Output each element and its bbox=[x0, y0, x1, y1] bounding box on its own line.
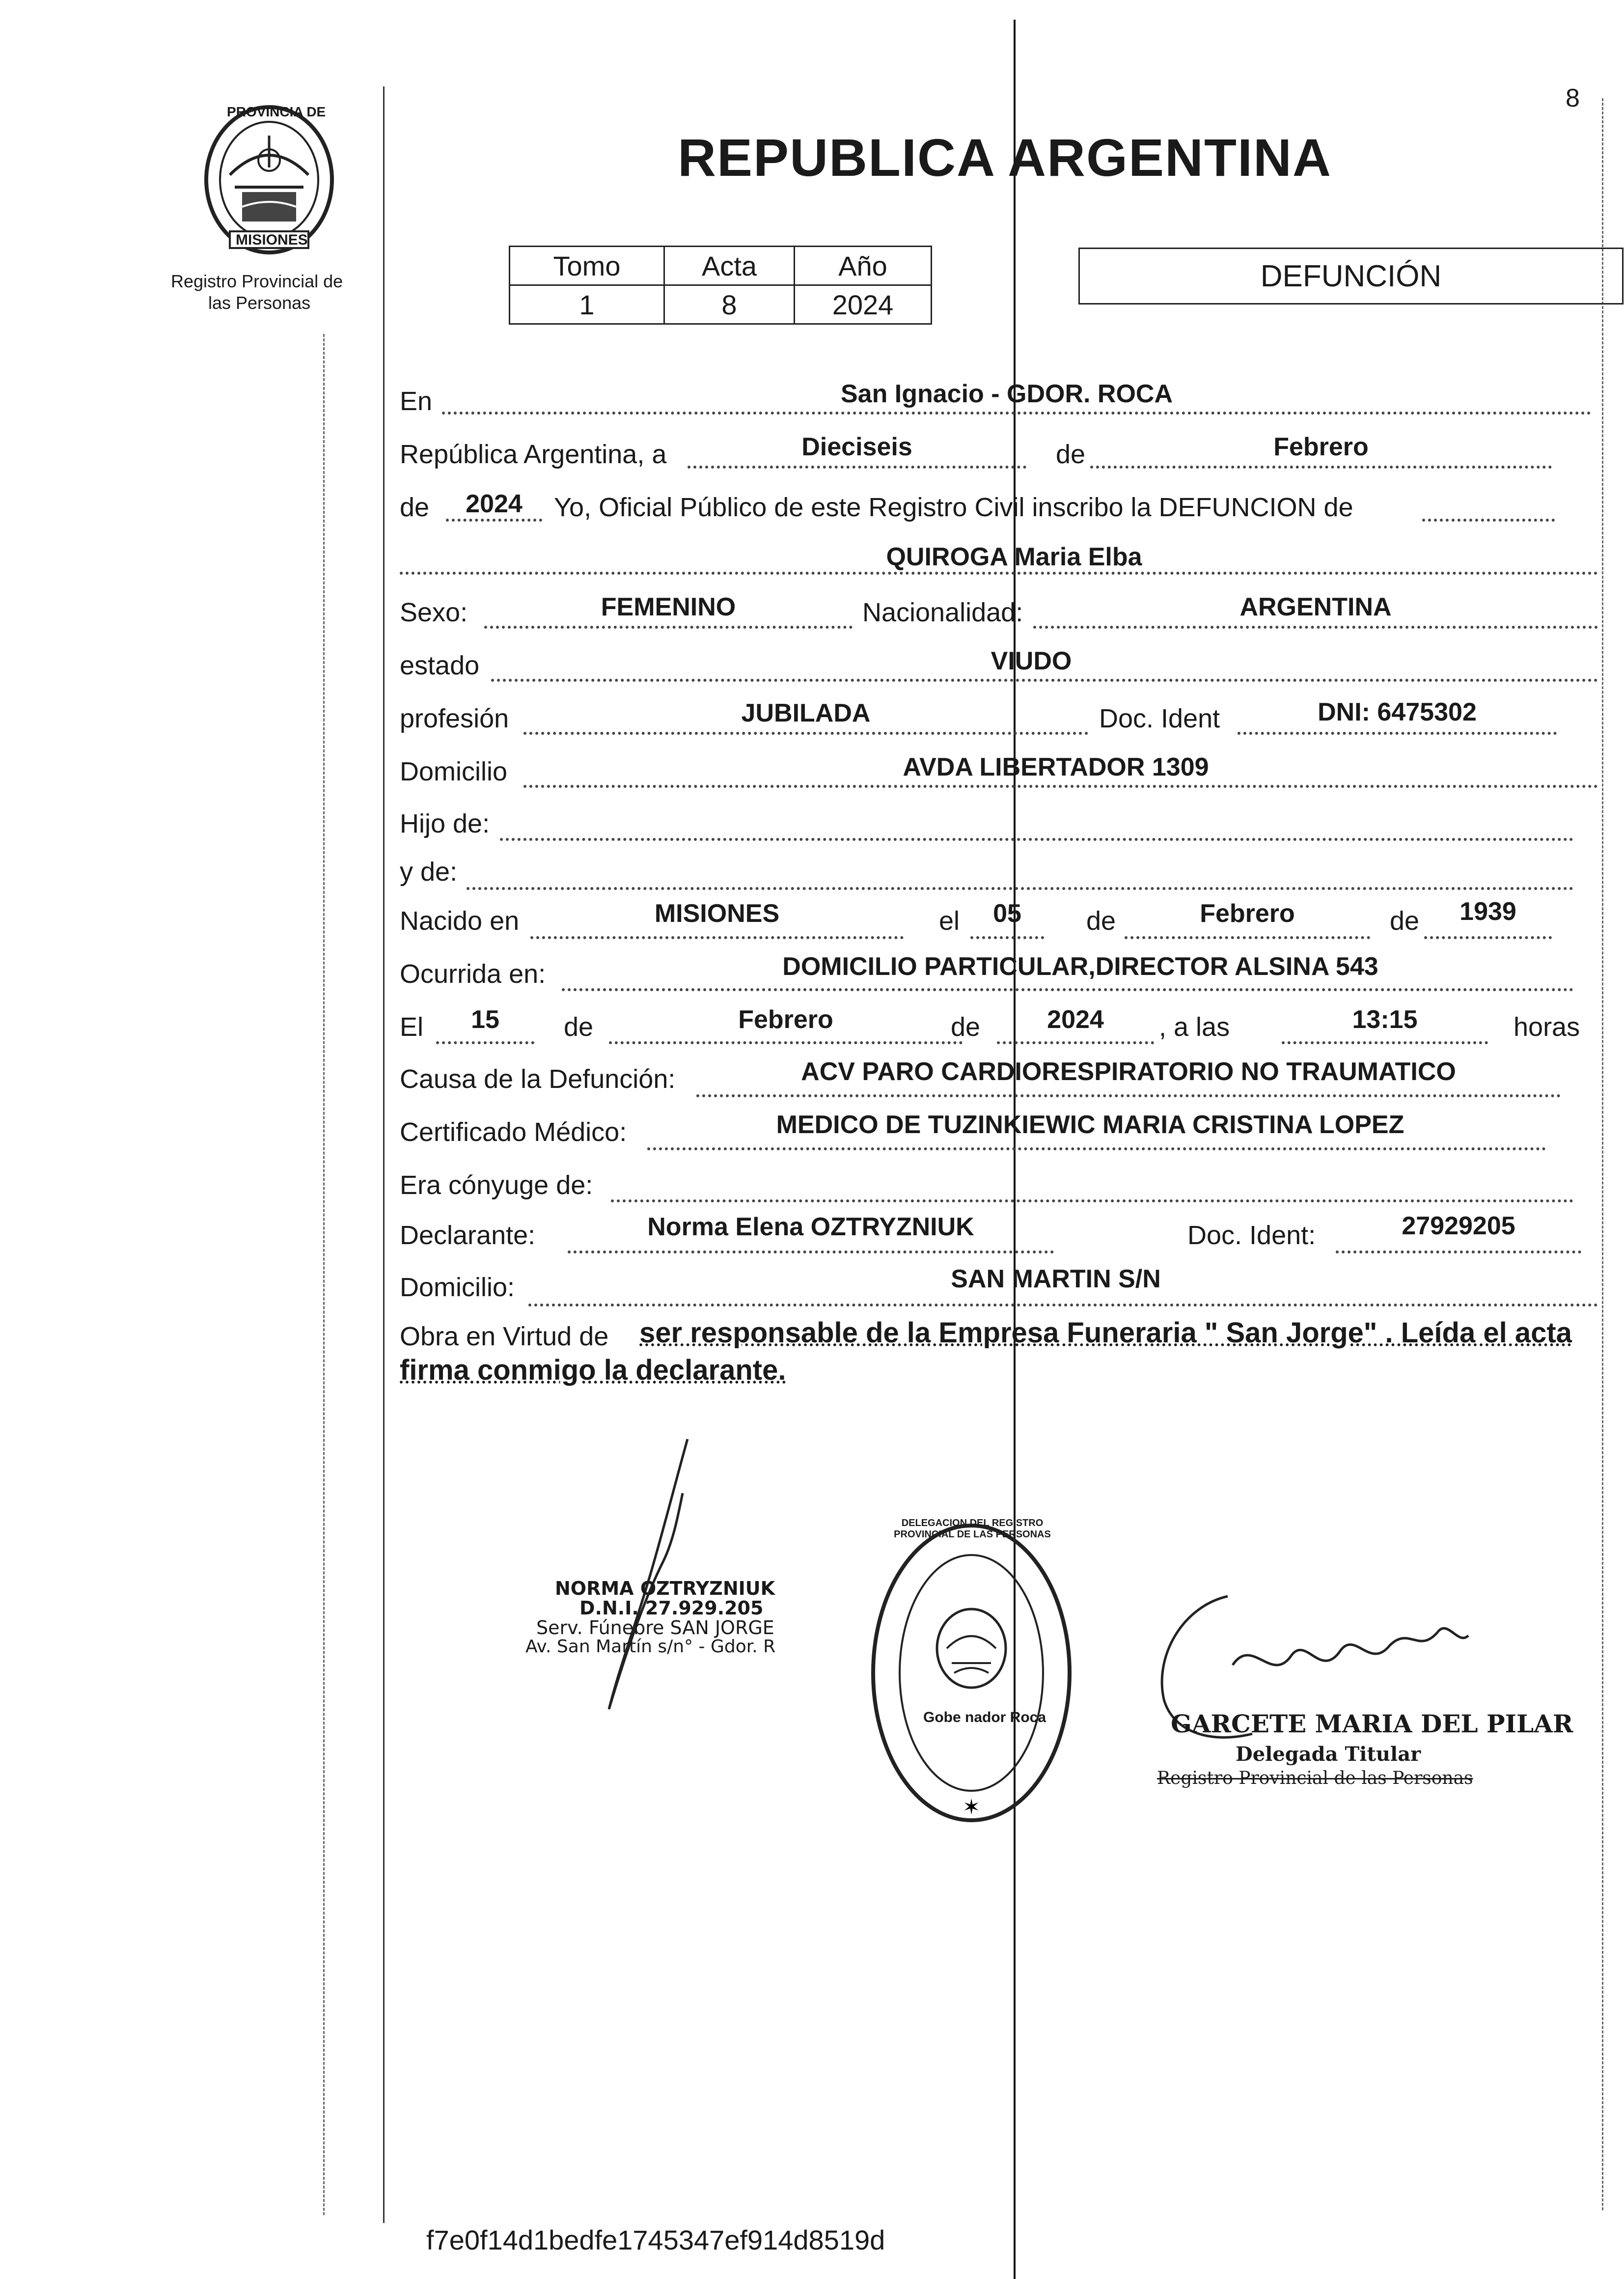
deceased-name: QUIROGA Maria Elba bbox=[886, 543, 1142, 571]
conyuge-underline bbox=[611, 1199, 1573, 1202]
alas-label: , a las bbox=[1159, 1012, 1230, 1042]
left-margin-line bbox=[383, 86, 385, 2223]
death-month: Febrero bbox=[738, 1005, 833, 1034]
death-day: 15 bbox=[471, 1005, 499, 1034]
declarant-stamp-line3: Serv. Fúnebre SAN JORGE bbox=[536, 1617, 774, 1639]
day-underline bbox=[688, 466, 1026, 469]
doc2-value: 27929205 bbox=[1402, 1212, 1515, 1240]
time-underline bbox=[1282, 1041, 1488, 1044]
hijo-underline bbox=[500, 838, 1573, 841]
el2-label: El bbox=[400, 1012, 424, 1042]
acta-value: 8 bbox=[664, 285, 795, 324]
en-value: San Ignacio - GDOR. ROCA bbox=[840, 380, 1173, 408]
profesion-underline bbox=[523, 732, 1088, 735]
declarant-stamp-line2: D.N.I. 27.929.205 bbox=[579, 1597, 764, 1619]
deathyear-underline bbox=[997, 1041, 1154, 1044]
de5-label: de bbox=[564, 1012, 594, 1042]
day-value: Dieciseis bbox=[801, 433, 912, 461]
hijo-label: Hijo de: bbox=[400, 809, 490, 838]
birth-year: 1939 bbox=[1459, 897, 1516, 926]
certificado-label: Certificado Médico: bbox=[400, 1117, 627, 1147]
doc-underline bbox=[1238, 732, 1557, 735]
obra-value-line1: ser responsable de la Empresa Funeraria " San Jorge" . Leída el acta bbox=[639, 1317, 1572, 1349]
en-underline bbox=[442, 412, 1591, 415]
nacionalidad-underline bbox=[1033, 626, 1598, 629]
anio-header: Año bbox=[795, 247, 932, 285]
certificado-value: MEDICO DE TUZINKIEWIC MARIA CRISTINA LOPEZ bbox=[776, 1111, 1404, 1139]
republica-label: República Argentina, a bbox=[400, 440, 667, 469]
ocurrida-underline bbox=[562, 988, 1573, 991]
declarante-label: Declarante: bbox=[400, 1221, 536, 1250]
conyuge-label: Era cónyuge de: bbox=[400, 1170, 593, 1200]
birthday-underline bbox=[970, 936, 1044, 939]
oficial-text: Yo, Oficial Público de este Registro Civil inscribo la DEFUNCION de bbox=[554, 493, 1353, 522]
el-label: el bbox=[939, 906, 960, 936]
nacido-value: MISIONES bbox=[654, 899, 780, 928]
registry-name-line1: Registro Provincial de bbox=[171, 271, 343, 291]
sexo-underline bbox=[484, 626, 853, 629]
declarante-underline bbox=[568, 1251, 1054, 1253]
svg-text:✶: ✶ bbox=[962, 1795, 981, 1820]
acta-header: Acta bbox=[664, 247, 795, 285]
nacionalidad-label: Nacionalidad: bbox=[862, 598, 1023, 627]
doc2-label: Doc. Ident: bbox=[1187, 1221, 1316, 1250]
seal-ring-text: DELEGACION DEL REGISTRO PROVINCIAL DE LAS PERSONAS bbox=[894, 1518, 1051, 1540]
estado-value: VIUDO bbox=[991, 647, 1072, 675]
birthmonth-underline bbox=[1125, 936, 1370, 939]
ocurrida-label: Ocurrida en: bbox=[400, 959, 546, 989]
doc2-underline bbox=[1336, 1251, 1581, 1253]
office-seal bbox=[868, 1516, 1074, 1830]
logo-text-bottom: MISIONES bbox=[236, 232, 308, 248]
yde-underline bbox=[467, 887, 1573, 890]
obra-label: Obra en Virtud de bbox=[400, 1322, 609, 1351]
deathday-underline bbox=[436, 1041, 534, 1044]
nacionalidad-value: ARGENTINA bbox=[1239, 593, 1392, 621]
domicilio-value: AVDA LIBERTADOR 1309 bbox=[903, 753, 1209, 781]
declarant-stamp-line4: Av. San Martín s/n° - Gdor. R bbox=[525, 1637, 776, 1657]
seal-inner-text: Gobe nador Roca bbox=[923, 1709, 1046, 1725]
month-underline bbox=[1090, 466, 1552, 469]
tomo-header: Tomo bbox=[510, 247, 664, 285]
record-table bbox=[509, 246, 932, 325]
page-title: REPUBLICA ARGENTINA bbox=[678, 128, 1332, 187]
doc-label: Doc. Ident bbox=[1099, 704, 1220, 733]
oficial-underline bbox=[1422, 519, 1555, 522]
page-number: 8 bbox=[1566, 84, 1580, 112]
left-border-marks bbox=[323, 334, 325, 2215]
sexo-value: FEMENINO bbox=[601, 593, 736, 621]
doc-value: DNI: 6475302 bbox=[1318, 698, 1477, 726]
death-year: 2024 bbox=[1047, 1005, 1104, 1034]
officer-office: Registro Provincial de las Personas bbox=[1157, 1768, 1473, 1788]
officer-name: GARCETE MARIA DEL PILAR bbox=[1171, 1709, 1573, 1738]
logo-text-top: PROVINCIA DE bbox=[227, 104, 326, 119]
de4-label: de bbox=[1390, 906, 1420, 936]
de2-label: de bbox=[400, 493, 430, 522]
tomo-value: 1 bbox=[510, 285, 664, 324]
domicilio2-label: Domicilio: bbox=[400, 1273, 515, 1302]
domicilio2-underline bbox=[528, 1304, 1598, 1306]
domicilio-underline bbox=[523, 785, 1598, 788]
causa-label: Causa de la Defunción: bbox=[400, 1064, 676, 1094]
anio-value: 2024 bbox=[795, 285, 932, 324]
right-border-marks bbox=[1602, 98, 1603, 2210]
death-time: 13:15 bbox=[1352, 1005, 1418, 1034]
estado-underline bbox=[491, 679, 1598, 682]
document-hash: f7e0f14d1bedfe1745347ef914d8519d bbox=[426, 2224, 885, 2255]
declarant-stamp-line1: NORMA OZTRYZNIUK bbox=[555, 1578, 775, 1599]
nacido-underline bbox=[530, 936, 904, 939]
nacido-label: Nacido en bbox=[400, 906, 520, 936]
year-value: 2024 bbox=[466, 490, 523, 518]
de6-label: de bbox=[951, 1012, 981, 1042]
de3-label: de bbox=[1086, 906, 1116, 936]
record-type-box: DEFUNCIÓN bbox=[1078, 248, 1624, 305]
causa-underline bbox=[696, 1094, 1561, 1097]
horas-label: horas bbox=[1514, 1012, 1580, 1042]
sexo-label: Sexo: bbox=[400, 598, 468, 627]
domicilio-label: Domicilio bbox=[400, 757, 508, 786]
estado-label: estado bbox=[400, 651, 480, 680]
birthyear-underline bbox=[1424, 936, 1552, 939]
registry-name-line2: las Personas bbox=[208, 293, 311, 313]
year-underline bbox=[446, 519, 542, 522]
officer-role: Delegada Titular bbox=[1236, 1743, 1421, 1766]
profesion-label: profesión bbox=[400, 704, 509, 733]
name-underline bbox=[400, 572, 1598, 575]
profesion-value: JUBILADA bbox=[741, 699, 871, 727]
deathmonth-underline bbox=[609, 1041, 963, 1044]
certificado-underline bbox=[647, 1147, 1546, 1150]
yde-label: y de: bbox=[400, 857, 458, 887]
obra-value-line2: firma conmigo la declarante. bbox=[400, 1354, 786, 1386]
declarante-value: Norma Elena OZTRYZNIUK bbox=[647, 1213, 974, 1241]
domicilio2-value: SAN MARTIN S/N bbox=[951, 1265, 1161, 1293]
ocurrida-value: DOMICILIO PARTICULAR,DIRECTOR ALSINA 543 bbox=[782, 952, 1378, 981]
birth-day: 05 bbox=[993, 899, 1021, 928]
birth-month: Febrero bbox=[1200, 899, 1295, 928]
causa-value: ACV PARO CARDIORESPIRATORIO NO TRAUMATICO bbox=[801, 1057, 1456, 1086]
en-label: En bbox=[400, 387, 433, 416]
de-label: de bbox=[1056, 440, 1086, 469]
month-value: Febrero bbox=[1273, 433, 1369, 461]
